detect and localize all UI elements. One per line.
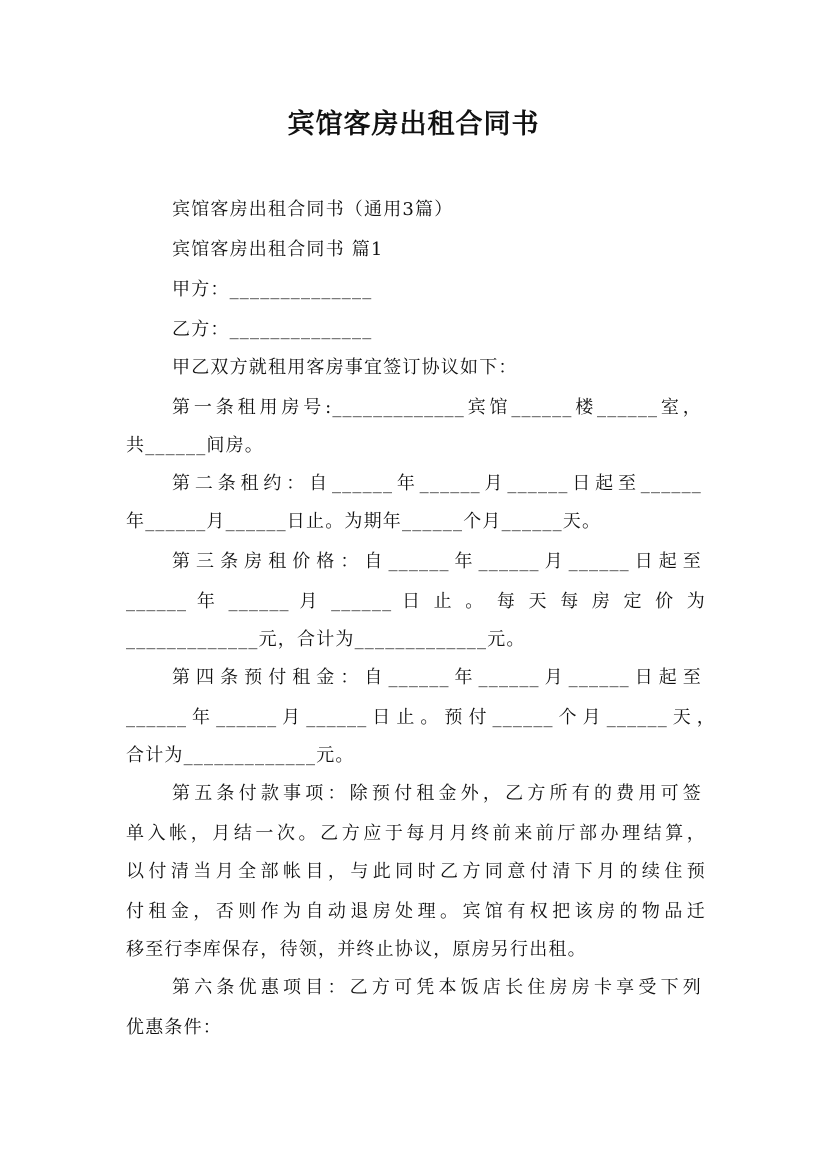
section-heading: 宾馆客房出租合同书 篇1	[172, 239, 384, 260]
article-5-line-4: 付租金，否则作为自动退房处理。宾馆有权把该房的物品迁	[126, 901, 706, 922]
article-2-line-1: 第二条租约：自______年______月______日起至______	[172, 473, 702, 494]
article-3-line-1: 第三条房租价格：自______年______月______日起至	[172, 551, 702, 572]
article-6-line-1: 第六条优惠项目：乙方可凭本饭店长住房房卡享受下列	[172, 977, 702, 998]
party-b-line: 乙方：______________	[172, 319, 373, 340]
article-5-line-5: 移至行李库保存，待领，并终止协议，原房另行出租。	[126, 939, 587, 960]
article-4-line-1: 第四条预付租金：自______年______月______日起至	[172, 667, 702, 688]
article-1-line-1: 第一条租用房号:_____________宾馆______楼______室，	[172, 397, 702, 418]
article-3-line-2: ______ 年 ______ 月 ______ 日 止 。 每 天 每 房 定 价 为	[126, 591, 706, 612]
article-3-line-3: _____________元，合计为_____________元。	[126, 629, 526, 650]
article-4-line-3: 合计为_____________元。	[126, 745, 355, 766]
article-6-line-2: 优惠条件：	[126, 1017, 222, 1038]
subtitle-line: 宾馆客房出租合同书（通用3篇）	[172, 199, 454, 220]
article-5-line-2: 单入帐，月结一次。乙方应于每月月终前来前厅部办理结算，	[126, 823, 706, 844]
agreement-intro: 甲乙双方就租用客房事宜签订协议如下：	[172, 357, 518, 378]
page-title: 宾馆客房出租合同书	[287, 109, 540, 140]
article-5-line-1: 第五条付款事项：除预付租金外，乙方所有的费用可签	[172, 783, 702, 804]
article-4-line-2: ______年______月______日止。预付______个月______天，	[126, 707, 716, 728]
article-2-line-2: 年______月______日止。为期年______个月______天。	[126, 511, 602, 532]
article-1-line-2: 共______间房。	[126, 435, 264, 456]
party-a-line: 甲方：______________	[172, 279, 373, 300]
article-5-line-3: 以付清当月全部帐目，与此同时乙方同意付清下月的续住预	[126, 861, 706, 882]
